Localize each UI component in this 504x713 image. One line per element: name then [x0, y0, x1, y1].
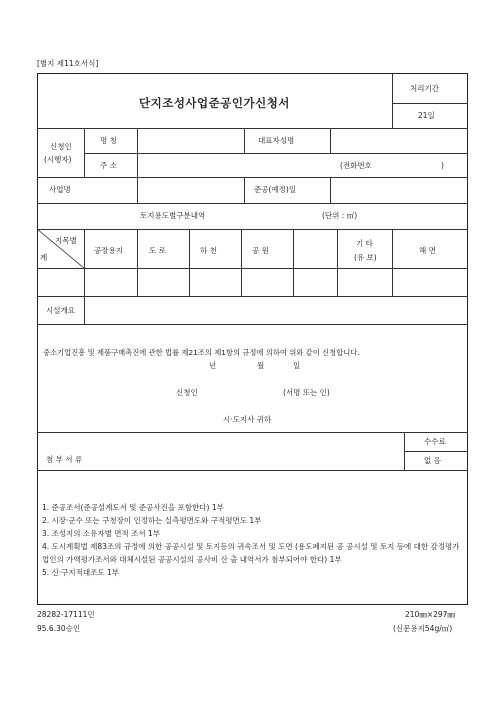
land-use-heading: 토지용도별구분내역 — [140, 211, 206, 220]
land-use-unit: (단위 : ㎡) — [322, 211, 358, 220]
facility-label: 시설개요 — [46, 306, 75, 315]
signer-label: 신청인 — [176, 388, 198, 397]
fee-value: 없 음 — [424, 456, 441, 465]
diag-bottom-label: 계 — [40, 253, 48, 262]
col-sea-surface: 해 면 — [419, 246, 436, 255]
fee-label: 수수료 — [424, 437, 446, 446]
list-item: 5. 신·구지적대조도 1부 — [42, 568, 120, 577]
date-day: 일 — [293, 361, 301, 370]
list-item: 1. 준공조서(준공설계도서 및 준공사진을 포함한다) 1부 — [42, 503, 224, 512]
addressee: 시·도지사 귀하 — [223, 415, 272, 424]
name-label: 명 칭 — [100, 136, 117, 145]
phone-label: (전화번호 — [340, 161, 372, 170]
processing-value: 21일 — [418, 111, 435, 120]
applicant-label: 신청인 — [50, 142, 72, 151]
representative-label: 대표자성명 — [258, 136, 295, 145]
processing-label: 처리기간 — [410, 84, 439, 93]
list-item: 3. 조성지의 소유자별 면적 조서 1부 — [42, 529, 161, 538]
footer-code: 28282-17111민 — [37, 610, 95, 619]
list-item: 2. 시장·군수 또는 구청장이 인정하는 실측평면도와 구적평면도 1부 — [42, 516, 262, 525]
col-factory-land: 공장용지 — [94, 246, 123, 255]
list-item: 4. 도시계획법 제83조의 규정에 의한 공공시설 및 토지등의 귀속조서 및 도면 (용도폐지된 공 공시설 및 토지 등에 대한 감정평가업인의 가액평가조서와 대체시설된 공공시설의 공사비 산 출 내역서가 첨부되어야 한다) 1부 — [42, 542, 460, 564]
attachments-label: 첨 부 서 류 — [46, 455, 83, 464]
col-river: 하 천 — [200, 246, 217, 255]
completion-date-label: 준공(예정)일 — [254, 185, 297, 194]
phone-close: ) — [441, 161, 444, 170]
col-reserve: (유 보) — [354, 253, 377, 262]
diagonal-header-line — [37, 229, 85, 268]
applicant-sublabel: (시행자) — [44, 155, 72, 164]
form-title: 단지조성사업준공인가신청서 — [139, 96, 290, 110]
footer-paper-type: (신문용지54g/㎡) — [393, 624, 453, 633]
business-name-label: 사업명 — [49, 185, 71, 194]
diag-top-label: 지목별 — [55, 236, 77, 245]
col-other: 기 타 — [356, 239, 373, 248]
declaration-text: 중소기업진흥 및 제품구매촉진에 관한 법률 제21조의 제1항의 규정에 의하여 위와 같이 신청합니다. — [43, 348, 360, 357]
footer-paper-size: 210㎜×297㎜ — [405, 610, 455, 619]
date-year: 년 — [209, 361, 217, 370]
form-number: [별지 제11호서식] — [37, 59, 99, 68]
date-month: 월 — [257, 361, 265, 370]
col-road: 도 로 — [149, 246, 166, 255]
signature-seal: (서명 또는 인) — [283, 388, 330, 397]
attachment-list — [42, 501, 466, 579]
address-label: 주 소 — [100, 161, 117, 170]
col-park: 공 원 — [252, 246, 269, 255]
footer-approval: 95.6.30승인 — [37, 624, 81, 633]
